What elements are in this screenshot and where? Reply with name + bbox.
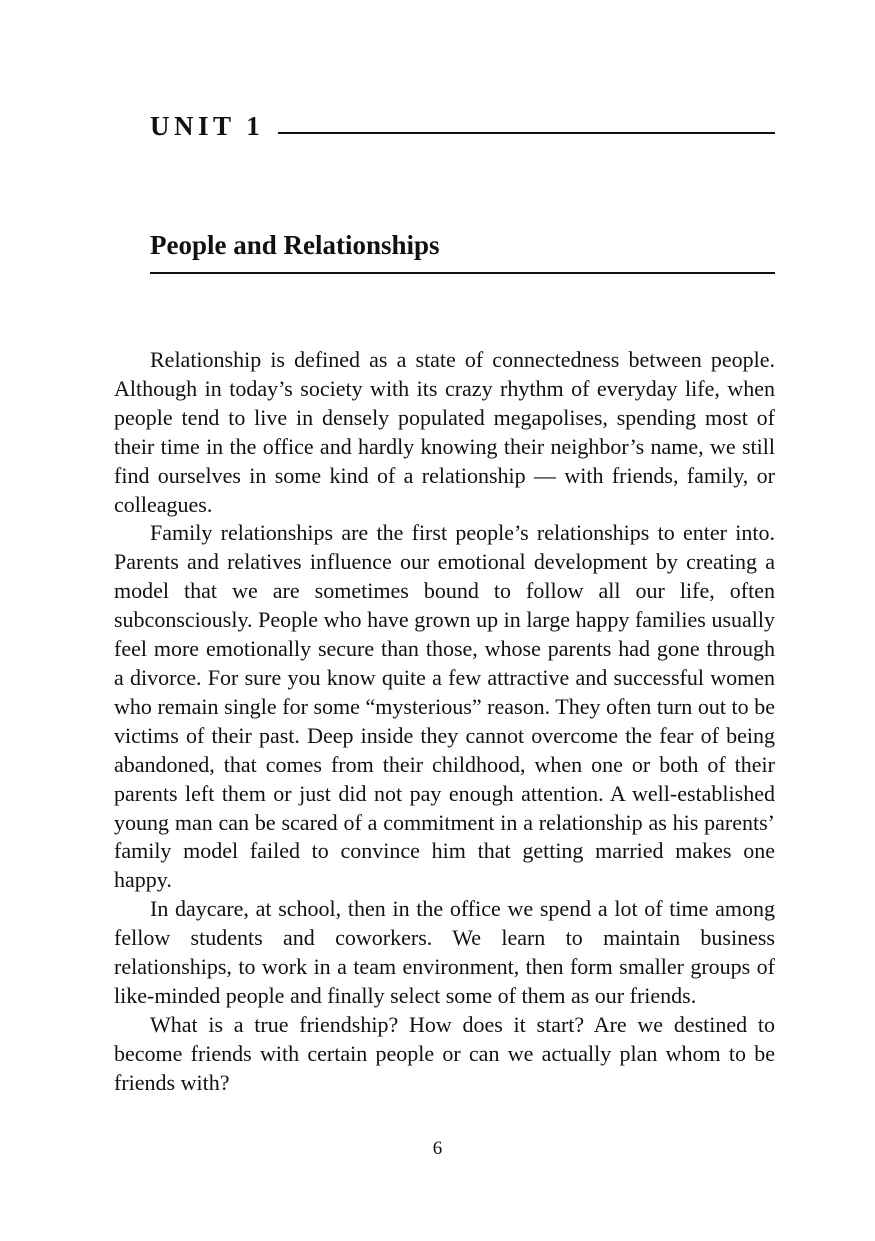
body-text bbox=[114, 346, 775, 1098]
page-number: 6 bbox=[432, 1138, 443, 1159]
unit-header bbox=[150, 108, 775, 144]
paragraph: In daycare, at school, then in the office we spend a lot of time among fellow students and coworkers. We learn to maintain business relationships, to work in a team environment, then form smaller groups of like-minded people and finally select some of them as our friends. bbox=[114, 896, 775, 1008]
section-title: People and Relationships bbox=[150, 230, 440, 260]
unit-header-rule bbox=[278, 132, 775, 134]
paragraph: Family relationships are the first people’s relationships to enter into. Parents and relatives influence our emotional development by creating a model that we are sometimes bound to follow all our life, often subconsciously. People who have grown up in large happy families usually feel more emotionally secure than those, whose parents had gone through a divorce. For sure you know quite a few attractive and successful women who remain single for some “mysterious” reason. They often turn out to be victims of their past. Deep inside they cannot overcome the fear of being abandoned, that comes from their childhood, when one or both of their parents left them or just did not pay enough attention. A well-established young man can be scared of a commitment in a relationship as his parents’ family model failed to convince him that getting married makes one happy. bbox=[114, 520, 775, 893]
section-title-block bbox=[150, 226, 775, 274]
paragraph: What is a true friendship? How does it start? Are we destined to become friends with certain people or can we actually plan whom to be friends with? bbox=[114, 1011, 775, 1095]
unit-label: UNIT 1 bbox=[150, 110, 265, 141]
paragraph: Relationship is defined as a state of connectedness between people. Although in today’s society with its crazy rhythm of everyday life, when people tend to live in densely populated megapolises, spending most of their time in the office and hardly knowing their neighbor’s name, we still find ourselves in some kind of a relationship — with friends, family, or colleagues. bbox=[114, 347, 775, 517]
